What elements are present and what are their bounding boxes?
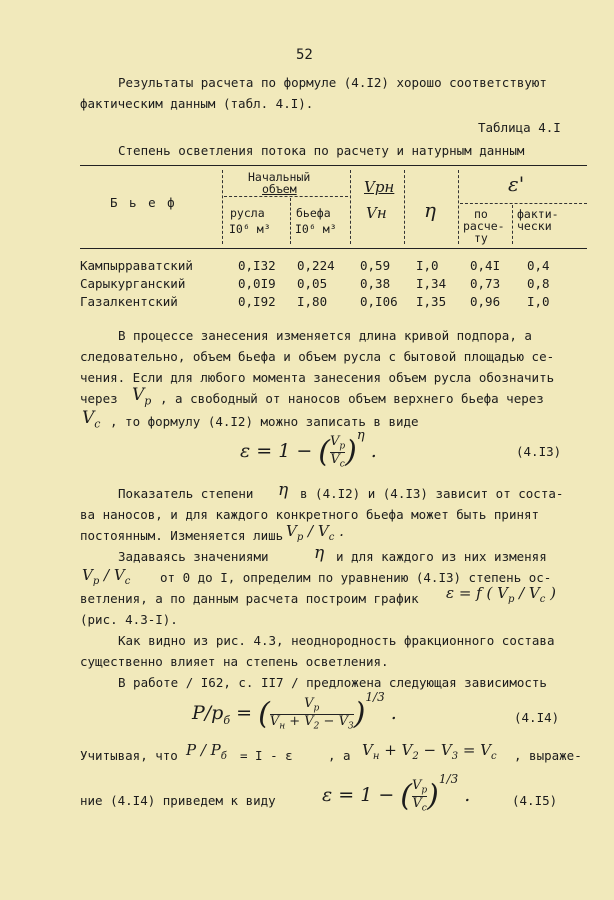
cell-ratio: 0,I06 <box>360 294 398 309</box>
cell-calc: 0,73 <box>470 276 501 291</box>
cell-ruslo: 0,I32 <box>238 258 276 273</box>
symbol-vc: $V_c$ <box>82 408 101 431</box>
para2-line-7: (рис. 4.3-I). <box>80 612 178 627</box>
para1-line-1: В процессе занесения изменяется длина кривой подпора, а <box>118 328 532 343</box>
para4-line-2a: ние (4.I4) приведем к виду <box>80 793 276 808</box>
cell-eta: I,34 <box>416 276 447 291</box>
para2-line-6a: ветления, а по данным расчета построим график <box>80 591 419 606</box>
header-subrule <box>460 203 587 204</box>
header-ruslo: русла <box>230 206 265 220</box>
cell-calc: 0,96 <box>470 294 501 309</box>
cell-biefa: 0,05 <box>297 276 328 291</box>
para4-line-1b: = I - ε <box>240 748 293 763</box>
table-caption: Степень осветления потока по расчету и натурным данным <box>118 143 525 158</box>
cell-fact: I,0 <box>527 294 550 309</box>
para1-line-4a: через <box>80 391 118 406</box>
table-label: Таблица 4.I <box>478 120 561 135</box>
cell-calc: 0,4I <box>470 258 501 273</box>
header-subrule <box>224 196 348 197</box>
para3-line-2: существенно влияет на степень осветления. <box>80 654 389 669</box>
cell-eta: I,0 <box>416 258 439 273</box>
equation-4-13: ε = 1 − ( $\frac{V_p}{V_c}$ )$^\eta$ . <box>240 428 377 470</box>
cell-name: Сарыкурганский <box>80 276 186 291</box>
cell-ratio: 0,59 <box>360 258 391 273</box>
symbol-p-over-pb: P / $P_б$ <box>186 741 227 762</box>
cell-name: Газалкентский <box>80 294 178 309</box>
col-divider <box>512 205 513 244</box>
symbol-graph-function: ε = f ( $V_p / V_c$ ) <box>446 584 557 605</box>
symbol-eta: η <box>314 543 325 563</box>
eq-4-14-number: (4.I4) <box>514 710 560 725</box>
header-fact-2: чески <box>517 219 552 233</box>
para2-line-3a: постоянным. Изменяется лишь <box>80 528 284 543</box>
header-calc-3: ту <box>474 231 488 245</box>
header-initial-volume-2: объем <box>262 182 297 196</box>
header-bief: Б ь е ф <box>110 195 177 210</box>
header-vrn: Vрн <box>364 178 395 196</box>
para2-line-2: ва наносов, и для каждого конкретного бьефа может быть принят <box>80 507 540 522</box>
cell-eta: I,35 <box>416 294 447 309</box>
col-divider <box>458 170 459 244</box>
header-calc-2: расче- <box>463 219 505 233</box>
symbol-vp: $V_p$ <box>132 385 152 408</box>
para2-line-4a: Задаваясь значениями <box>118 549 269 564</box>
col-divider <box>404 170 405 244</box>
para1-line-2: следовательно, объем бьефа и объем русла с бытовой площадью се- <box>80 349 555 364</box>
col-divider <box>222 170 223 244</box>
col-divider <box>350 170 351 244</box>
para1-line-5b: , то формулу (4.I2) можно записать в виде <box>110 414 419 429</box>
cell-ruslo: 0,I92 <box>238 294 276 309</box>
cell-biefa: 0,224 <box>297 258 335 273</box>
para2-line-1a: Показатель степени <box>118 486 254 501</box>
header-biefa: бьефа <box>296 206 331 220</box>
header-fact-1: факти- <box>517 207 559 221</box>
para2-line-1b: в (4.I2) и (4.I3) зависит от соста- <box>300 486 564 501</box>
eq-4-15-number: (4.I5) <box>512 793 558 808</box>
intro-line-1: Результаты расчета по формуле (4.I2) хорошо соответствуют <box>118 75 547 90</box>
symbol-vp-vc: $V_p / V_c$ . <box>286 522 344 543</box>
symbol-volume-sum: $V_н + V_2 - V_3 = V_c$ <box>362 741 497 762</box>
cell-ratio: 0,38 <box>360 276 391 291</box>
cell-name: Кампырраватский <box>80 258 193 273</box>
para2-line-5b: от 0 до I, определим по уравнению (4.I3) степень ос- <box>160 570 552 585</box>
para4-line-1d: , выраже- <box>514 748 582 763</box>
cell-fact: 0,8 <box>527 276 550 291</box>
equation-4-15: ε = 1 − ( $\frac{V_p}{V_c}$ )$^{1/3}$ . <box>322 772 471 814</box>
intro-line-2: фактическим данным (табл. 4.I). <box>80 96 314 111</box>
cell-fact: 0,4 <box>527 258 550 273</box>
cell-ruslo: 0,0I9 <box>238 276 276 291</box>
header-vn: Vн <box>366 204 387 222</box>
equation-4-14: $P/p_б$ = ( $\frac{V_p}{V_н + V_2 - V_3}$ )$^{1/3}$ . <box>192 690 397 732</box>
col-divider <box>290 198 291 244</box>
table-header-rule <box>80 248 587 249</box>
header-biefa-unit: I0⁶ м³ <box>295 222 337 236</box>
symbol-eta: η <box>278 480 289 500</box>
cell-biefa: I,80 <box>297 294 328 309</box>
header-initial-volume: Начальный <box>248 170 311 184</box>
header-calc-1: по <box>474 207 488 221</box>
header-eta: η <box>424 198 436 222</box>
para2-line-4b: и для каждого из них изменяя <box>336 549 547 564</box>
para4-line-1a: Учитывая, что <box>80 748 178 763</box>
para4-line-1c: , а <box>328 748 351 763</box>
para3-line-1: Как видно из рис. 4.3, неоднородность фракционного состава <box>118 633 555 648</box>
header-ruslo-unit: I0⁶ м³ <box>229 222 271 236</box>
symbol-vp-vc: $V_p / V_c$ <box>82 566 131 587</box>
para3-line-3: В работе / I62, с. II7 / предложена следующая зависимость <box>118 675 547 690</box>
eq-4-13-number: (4.I3) <box>516 444 562 459</box>
para1-line-3: чения. Если для любого момента занесения объем русла обозначить <box>80 370 555 385</box>
para1-line-4b: , а свободный от наносов объем верхнего бьефа через <box>160 391 544 406</box>
header-eps: ε' <box>508 172 525 196</box>
page-number: 52 <box>296 47 313 63</box>
table-top-rule <box>80 165 587 166</box>
